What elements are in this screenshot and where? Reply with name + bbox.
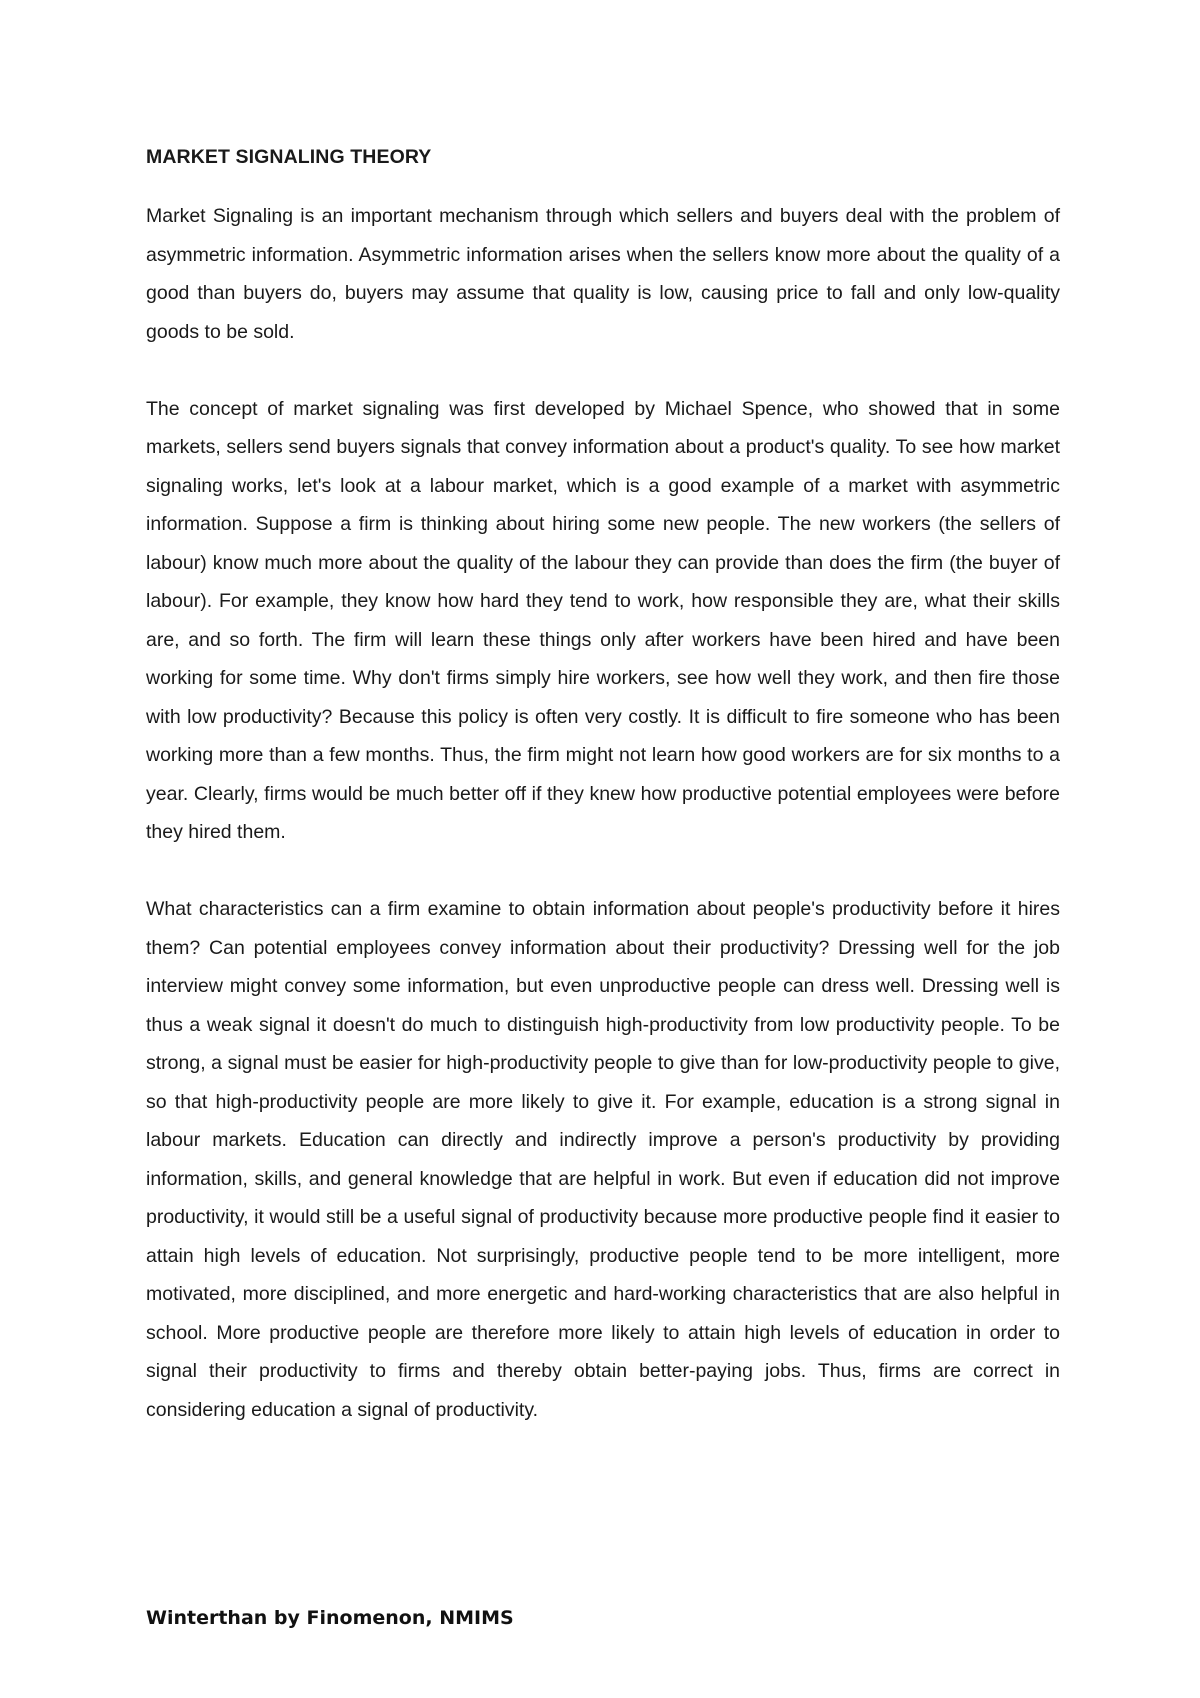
paragraph-education-signal: What characteristics can a firm examine to obtain information about people's productivity before it hires them? Can potential employees convey information about their productivity? Dressing well for the job interview might convey some information, but even unproductive people can dress well. Dressing well is thus a weak signal it doesn't do much to distinguish high-productivity from low productivity people. To be strong, a signal must be easier for high-productivity people to give than for low-productivity people to give, so that high-productivity people are more likely to give it. For example, education is a strong signal in labour markets. Education can directly and indirectly improve a person's productivity by providing information, skills, and general knowledge that are helpful in work. But even if education did not improve productivity, it would still be a useful signal of productivity because more productive people find it easier to attain high levels of education. Not surprisingly, productive people tend to be more intelligent, more motivated, more disciplined, and more energetic and hard-working characteristics that are also helpful in school. More productive people are therefore more likely to attain high levels of education in order to signal their productivity to firms and thereby obtain better-paying jobs. Thus, firms are correct in considering education a signal of productivity. — [146, 898, 1060, 1421]
paragraph-spence-labour-market: The concept of market signaling was first developed by Michael Spence, who showed that in some markets, sellers send buyers signals that convey information about a product's quality. To see how market signaling works, let's look at a labour market, which is a good example of a market with asymmetric information. Suppose a firm is thinking about hiring some new people. The new workers (the sellers of labour) know much more about the quality of the labour they can provide than does the firm (the buyer of labour). For example, they know how hard they tend to work, how responsible they are, what their skills are, and so forth. The firm will learn these things only after workers have been hired and have been working for some time. Why don't firms simply hire workers, see how well they work, and then fire those with low productivity? Because this policy is often very costly. It is difficult to fire someone who has been working more than a few months. Thus, the firm might not learn how good workers are for six months to a year. Clearly, firms would be much better off if they knew how productive potential employees were before they hired them. — [146, 397, 1060, 843]
document-title: MARKET SIGNALING THEORY — [146, 146, 432, 168]
paragraph-asymmetric-information: Market Signaling is an important mechanism through which sellers and buyers deal with the problem of asymmetric information. Asymmetric information arises when the sellers know more about the quality of a good than buyers do, buyers may assume that quality is low, causing price to fall and only low-quality goods to be sold. — [146, 205, 1060, 343]
document-body — [146, 142, 1060, 1429]
document-footer: Winterthan by Finomenon, NMIMS — [146, 1607, 514, 1629]
